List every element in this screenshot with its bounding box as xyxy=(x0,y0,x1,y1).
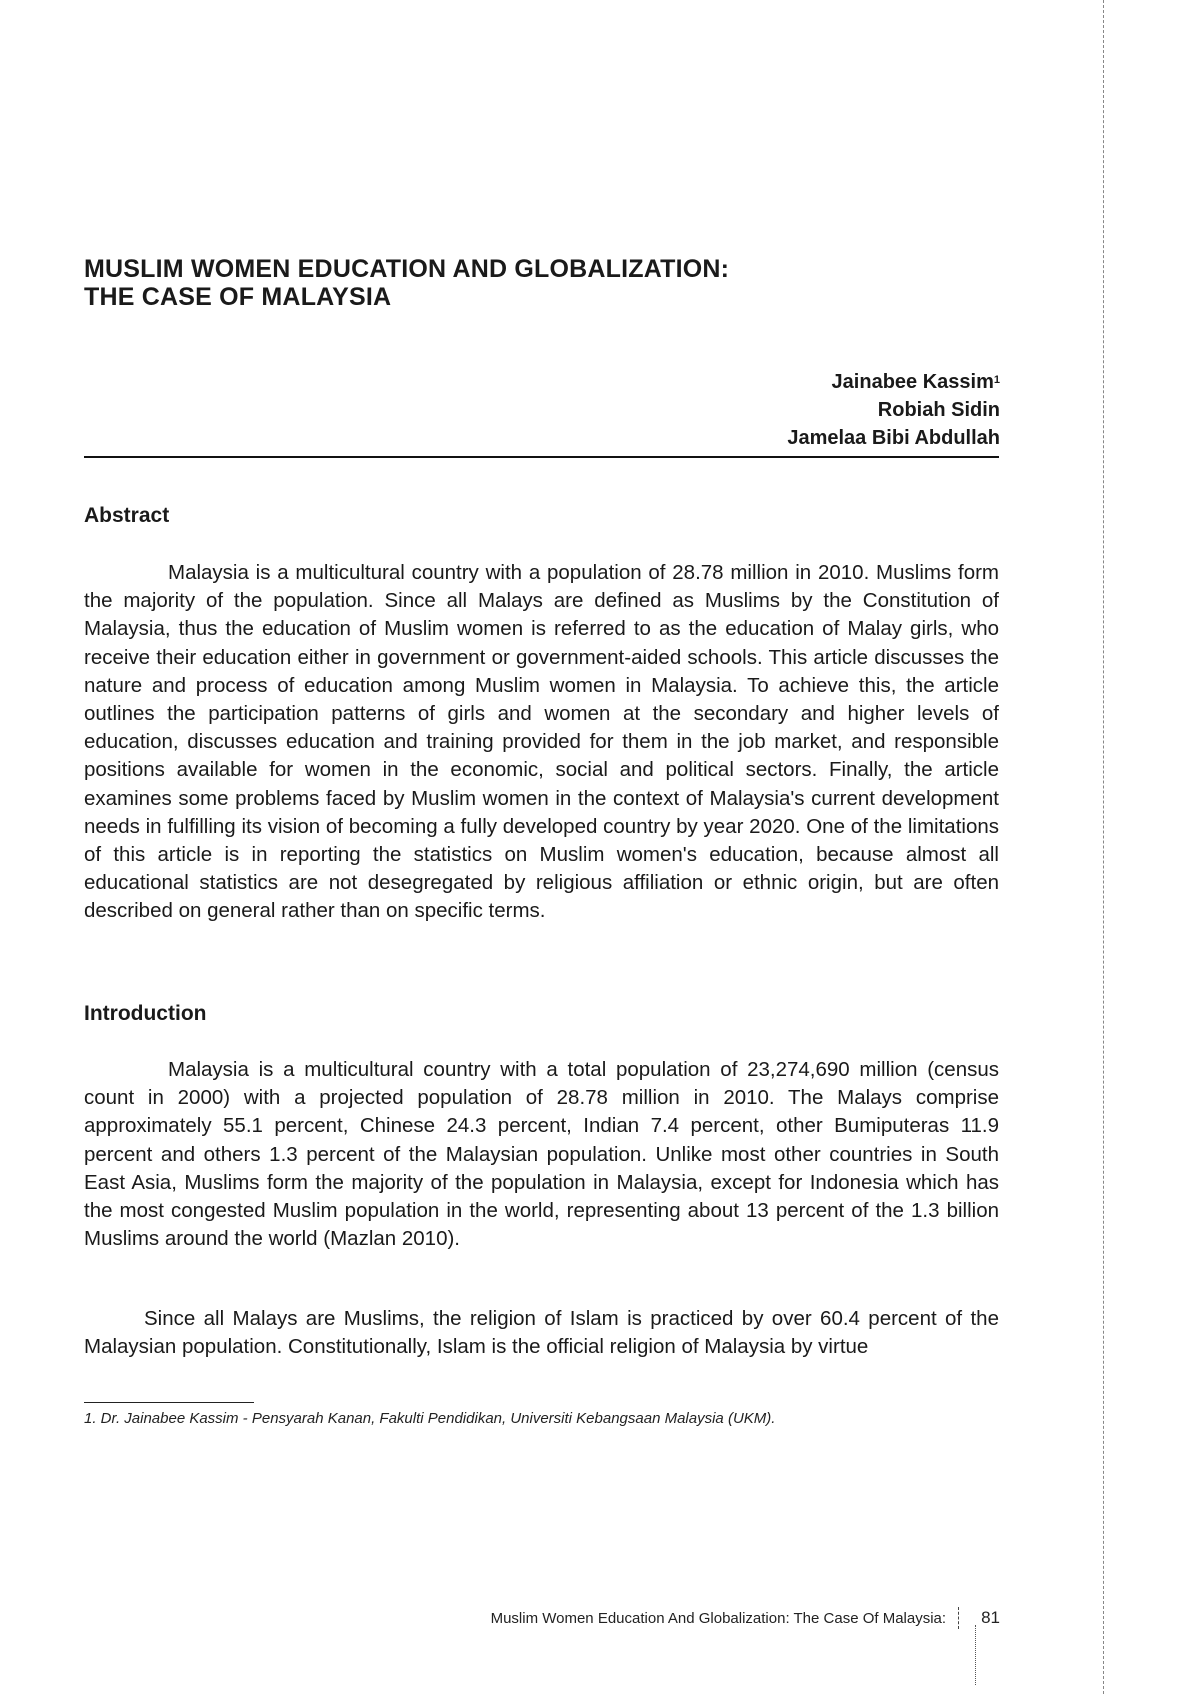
author-list xyxy=(787,368,1000,452)
running-title: Muslim Women Education And Globalization: The Case Of Malaysia: xyxy=(490,1609,947,1627)
header-divider xyxy=(84,456,999,458)
author-name: Jainabee Kassim xyxy=(831,371,994,393)
introduction-heading: Introduction xyxy=(84,1002,207,1025)
footer-edge-mark xyxy=(975,1625,976,1685)
introduction-paragraph-2: Since all Malays are Muslims, the religion of Islam is practiced by over 60.4 percent of the Malaysian population. Constitutionally, Islam is the official religion of Malaysia by virtue xyxy=(84,1307,999,1359)
title-line-1: MUSLIM WOMEN EDUCATION AND GLOBALIZATION: xyxy=(84,255,730,283)
author-3: Jamelaa Bibi Abdullah xyxy=(787,427,1000,449)
author-1 xyxy=(787,368,1000,396)
footer-separator xyxy=(958,1607,959,1629)
paper-title xyxy=(84,255,904,311)
author-2: Robiah Sidin xyxy=(877,399,1000,421)
footnote-divider xyxy=(84,1402,254,1403)
page-number: 81 xyxy=(981,1608,1000,1627)
abstract-heading: Abstract xyxy=(84,504,170,527)
introduction-paragraph-1: Malaysia is a multicultural country with a total population of 23,274,690 million (census count in 2000) with a projected population of 28.78 million in 2010. The Malays comprise approximately 55.1 percent, Chinese 24.3 percent, Indian 7.4 percent, other Bumiputeras 11.9 percent and others 1.3 percent of the Malaysian population. Unlike most other countries in South East Asia, Muslims form the majority of the population in Malaysia, except for Indonesia which has the most congested Muslim population in the world, representing about 13 percent of the 1.3 billion Muslims around the world (Mazlan 2010). xyxy=(84,1058,999,1251)
page-footer xyxy=(491,1607,1000,1629)
abstract-paragraph: Malaysia is a multicultural country with a population of 28.78 million in 2010. Muslims form the majority of the population. Since all Malays are defined as Muslims by the Constitution of Malaysia, thus the education of Muslim women is referred to as the education of Malay girls, who receive their education either in government or government-aided schools. This article discusses the nature and process of education among Muslim women in Malaysia. To achieve this, the article outlines the participation patterns of girls and women at the secondary and higher levels of education, discusses education and training provided for them in the job market, and responsible positions available for women in the economic, social and political sectors. Finally, the article examines some problems faced by Muslim women in the context of Malaysia's current development needs in fulfilling its vision of becoming a fully developed country by year 2020. One of the limitations of this article is in reporting the statistics on Muslim women's education, because almost all educational statistics are not desegregated by religious affiliation or ethnic origin, but are often described on general rather than on specific terms. xyxy=(84,561,999,923)
footnote-marker: 1 xyxy=(993,374,1000,386)
binding-edge-mark xyxy=(1103,0,1104,1694)
footnote: 1. Dr. Jainabee Kassim - Pensyarah Kanan, Fakulti Pendidikan, Universiti Kebangsaan Malaysia (UKM). xyxy=(84,1410,776,1427)
title-line-2: THE CASE OF MALAYSIA xyxy=(84,283,392,311)
